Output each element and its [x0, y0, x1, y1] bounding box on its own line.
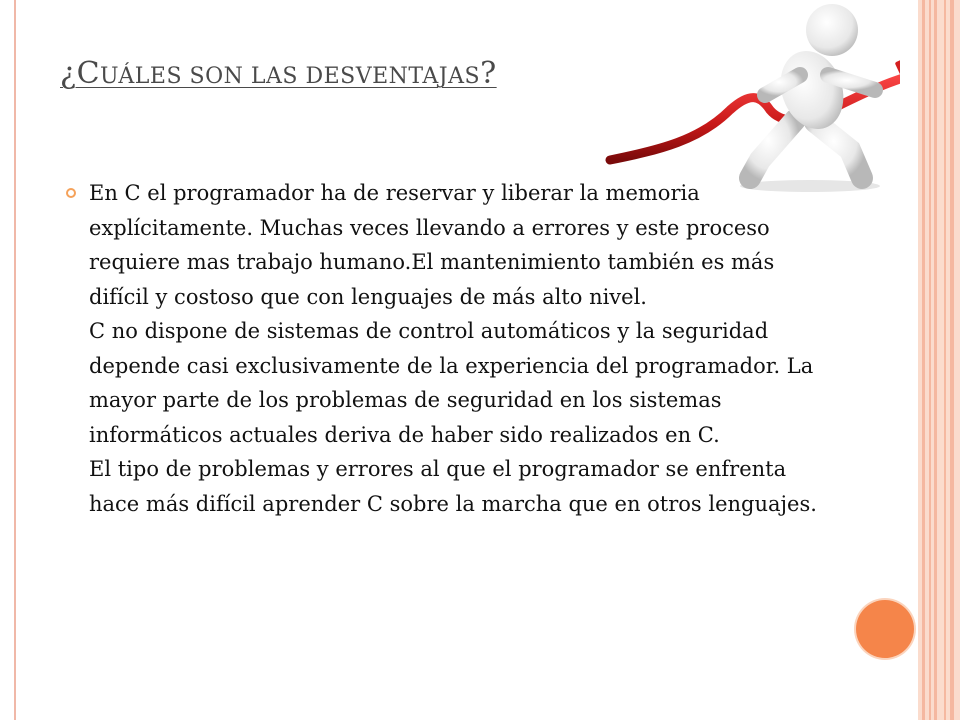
bullet-circle-icon [66, 188, 76, 198]
person-pulling-cable-illustration [600, 0, 900, 200]
paragraph-security: C no dispone de sistemas de control automáticos y la seguridad depende casi exclusivamente de la experiencia del programador. La mayor parte de los problemas de seguridad en los sistemas informáticos actuales deriva de haber sido realizados en C. [89, 319, 814, 447]
paragraph-memory: En C el programador ha de reservar y liberar la memoria explícitamente. Muchas veces llevando a errores y este proceso requiere mas trabajo humano.El mantenimiento también es más difícil y costoso que con lenguajes de más alto nivel. [89, 181, 775, 309]
content-area [66, 176, 826, 521]
stripe [950, 0, 954, 720]
left-border-line [14, 0, 16, 720]
slide-title [60, 56, 497, 91]
title-rest: UÁLES SON LAS DESVENTAJAS [100, 64, 481, 89]
head [806, 4, 858, 56]
left-leg [750, 120, 795, 178]
title-lead: ¿C [60, 56, 101, 91]
stripe [934, 0, 937, 720]
bullet-text [89, 176, 826, 521]
cable-connector [895, 48, 900, 78]
title-tail: ? [480, 56, 497, 91]
decorative-orange-circle [856, 600, 914, 658]
paragraph-learning: El tipo de problemas y errores al que el programador se enfrenta hace más difícil aprender C sobre la marcha que en otros lenguajes. [89, 457, 817, 516]
stripe [929, 0, 931, 720]
right-decorative-stripes [918, 0, 960, 720]
right-leg [815, 122, 862, 178]
stripe [922, 0, 925, 720]
stripe [944, 0, 946, 720]
